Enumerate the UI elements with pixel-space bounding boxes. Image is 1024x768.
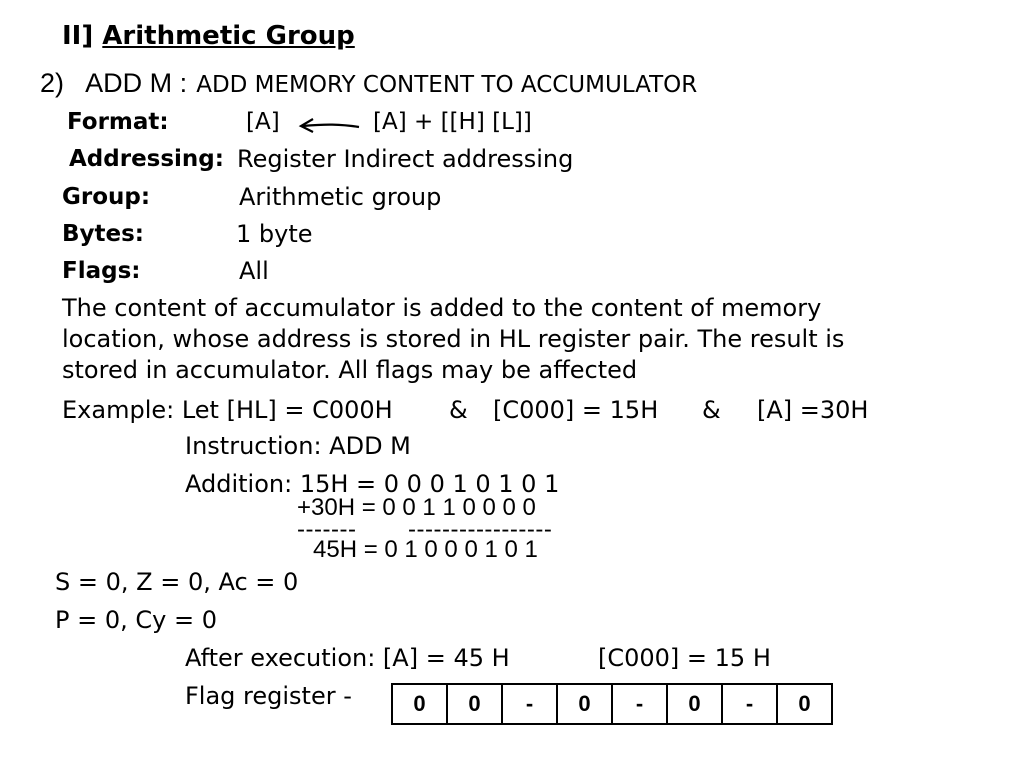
flags-result-line-2: P = 0, Cy = 0 xyxy=(55,606,217,634)
example-accumulator: [A] =30H xyxy=(757,396,869,424)
instruction-heading xyxy=(40,70,697,97)
addition-dashes-left: ------- xyxy=(297,516,357,543)
addressing-value: Register Indirect addressing xyxy=(237,145,574,173)
instruction-mnemonic: ADD M : xyxy=(85,68,188,98)
instruction-index: 2) xyxy=(40,68,65,98)
left-arrow-icon xyxy=(295,116,361,136)
addition-dashes-right: ----------------- xyxy=(408,516,553,543)
format-label: Format: xyxy=(67,109,169,135)
flag-register-label: Flag register - xyxy=(185,682,352,710)
group-value: Arithmetic group xyxy=(239,183,442,211)
flag-bit-3: 0 xyxy=(557,684,612,724)
addition-line-2: +30H = 0 0 1 1 0 0 0 0 xyxy=(297,494,536,521)
description-line-1: The content of accumulator is added to the content of memory xyxy=(62,294,822,322)
flags-label: Flags: xyxy=(62,258,141,284)
flag-bit-0: 0 xyxy=(392,684,447,724)
flags-result-line-1: S = 0, Z = 0, Ac = 0 xyxy=(55,568,299,596)
after-execution-line: After execution: [A] = 45 H xyxy=(185,644,510,672)
flag-register-table xyxy=(391,683,833,725)
flag-bit-2: - xyxy=(502,684,557,724)
flag-bit-7: 0 xyxy=(777,684,832,724)
instruction-description: ADD MEMORY CONTENT TO ACCUMULATOR xyxy=(196,72,698,98)
flag-bit-6: - xyxy=(722,684,777,724)
bytes-label: Bytes: xyxy=(62,221,145,247)
instruction-line: Instruction: ADD M xyxy=(185,432,411,460)
after-execution-memory: [C000] = 15 H xyxy=(598,644,771,672)
flags-value: All xyxy=(239,257,269,285)
addition-line-1: Addition: 15H = 0 0 0 1 0 1 0 1 xyxy=(185,470,560,498)
addition-result: 45H = 0 1 0 0 0 1 0 1 xyxy=(313,536,538,563)
example-memory: [C000] = 15H xyxy=(493,396,659,424)
bytes-value: 1 byte xyxy=(236,220,313,248)
description-line-2: location, whose address is stored in HL register pair. The result is xyxy=(62,325,845,353)
section-heading xyxy=(62,23,355,49)
description-line-3: stored in accumulator. All flags may be affected xyxy=(62,356,638,384)
addressing-label: Addressing: xyxy=(69,146,224,172)
example-prefix: Example: Let [HL] = C000H xyxy=(62,396,393,424)
group-label: Group: xyxy=(62,184,151,210)
example-amp-1: & xyxy=(449,396,468,424)
format-expression: [A] + [[H] [L]] xyxy=(373,109,532,135)
flag-bit-5: 0 xyxy=(667,684,722,724)
section-number: II] xyxy=(62,21,94,51)
example-amp-2: & xyxy=(702,396,721,424)
flag-bit-1: 0 xyxy=(447,684,502,724)
section-title: Arithmetic Group xyxy=(102,21,355,51)
format-dest: [A] xyxy=(246,109,280,135)
flag-bit-4: - xyxy=(612,684,667,724)
